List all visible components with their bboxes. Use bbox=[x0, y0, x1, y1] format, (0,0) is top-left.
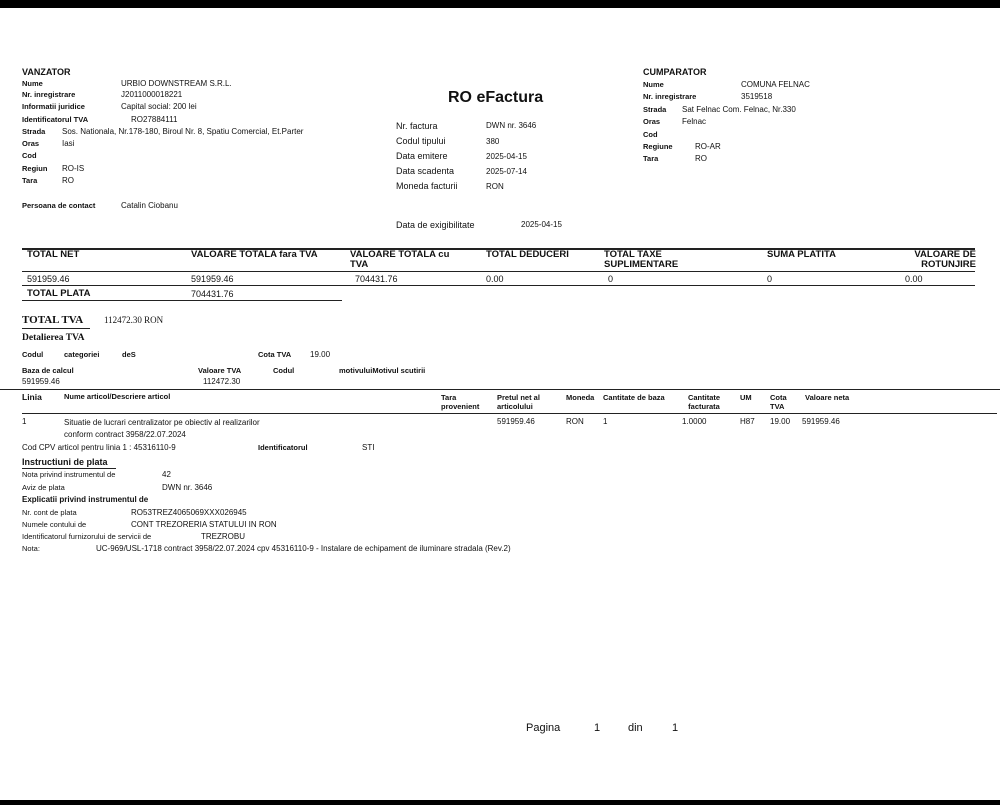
buyer-code-label: Cod bbox=[643, 130, 658, 139]
vat-rate: 19.00 bbox=[310, 350, 331, 359]
lines-h-base-qty: Cantitate de baza bbox=[603, 393, 665, 402]
seller-legal: Capital social: 200 lei bbox=[121, 102, 197, 111]
line-number: 1 bbox=[22, 417, 27, 426]
buyer-street: Sat Felnac Com. Felnac, Nr.330 bbox=[682, 105, 796, 114]
buyer-country-label: Tara bbox=[643, 154, 659, 163]
line-qty: 1.0000 bbox=[682, 417, 707, 426]
vat-value: 112472.30 bbox=[203, 377, 241, 386]
seller-name: URBIO DOWNSTREAM S.R.L. bbox=[121, 79, 232, 88]
payment-notice: DWN nr. 3646 bbox=[162, 483, 213, 492]
lines-h-name: Nume articol/Descriere articol bbox=[64, 392, 171, 401]
invoice-due-label: Data scadenta bbox=[396, 166, 455, 176]
seller-heading: VANZATOR bbox=[22, 67, 71, 77]
totals-h-paid: SUMA PLATITA bbox=[767, 249, 836, 260]
totals-with-vat: 704431.76 bbox=[355, 274, 398, 284]
buyer-street-label: Strada bbox=[643, 105, 667, 114]
vat-rate-label: Cota TVA bbox=[258, 350, 292, 359]
lines-h-currency: Moneda bbox=[566, 393, 595, 402]
line-ident: STI bbox=[362, 443, 375, 452]
payment-nota: UC-969/USL-1718 contract 3958/22.07.2024 cpv 45316110-9 - Instalare de echipament de iluminare stradala (Rev.2) bbox=[96, 544, 511, 553]
buyer-name-label: Nume bbox=[643, 80, 664, 89]
totals-rounding: 0.00 bbox=[905, 274, 923, 284]
payment-account: RO53TREZ4065069XXX026945 bbox=[131, 508, 247, 517]
totals-h-with-vat: VALOARE TOTALA cu TVA bbox=[350, 249, 450, 270]
line-desc-1: Situatie de lucrari centralizator pe obiectiv al realizarilor bbox=[64, 418, 260, 427]
payment-explain: Explicatii privind instrumentul de bbox=[22, 495, 149, 504]
payment-account-label: Nr. cont de plata bbox=[22, 508, 77, 517]
total-vat-label: TOTAL TVA bbox=[22, 314, 84, 326]
totals-h-net: TOTAL NET bbox=[27, 249, 80, 260]
invoice-issue-label: Data emitere bbox=[396, 151, 448, 161]
buyer-country: RO bbox=[695, 154, 707, 163]
vat-reason-code-label: Codul bbox=[273, 366, 295, 375]
line-desc-2: conform contract 3958/22.07.2024 bbox=[64, 430, 186, 439]
payment-provider: TREZROBU bbox=[201, 532, 245, 541]
lines-h-origin: Tara provenient bbox=[441, 393, 480, 411]
invoice-number: DWN nr. 3646 bbox=[486, 121, 537, 130]
buyer-region-label: Regiune bbox=[643, 142, 673, 151]
payment-nota-label: Nota: bbox=[22, 544, 40, 553]
seller-street-label: Strada bbox=[22, 127, 46, 136]
line-rate: 19.00 bbox=[770, 417, 791, 426]
payment-note-label: Nota privind instrumentul de bbox=[22, 470, 116, 479]
seller-country-label: Tara bbox=[22, 176, 38, 185]
line-net: 591959.46 bbox=[802, 417, 840, 426]
invoice-issue-date: 2025-04-15 bbox=[486, 152, 527, 161]
totals-h-deductions: TOTAL DEDUCERI bbox=[486, 249, 569, 260]
lines-top-rule bbox=[0, 389, 1000, 390]
seller-contact-label: Persoana de contact bbox=[22, 201, 96, 210]
vat-cat-label-3: deS bbox=[122, 350, 136, 359]
totals-h-extra: TOTAL TAXE SUPLIMENTARE bbox=[604, 249, 679, 270]
buyer-city: Felnac bbox=[682, 117, 707, 126]
seller-reg: J2011000018221 bbox=[121, 90, 183, 99]
line-ident-label: Identificatorul bbox=[258, 443, 308, 452]
seller-vat: RO27884111 bbox=[131, 115, 178, 124]
buyer-name: COMUNA FELNAC bbox=[741, 80, 810, 89]
seller-vat-label: Identificatorul TVA bbox=[22, 115, 89, 124]
total-pay-rule bbox=[22, 300, 342, 301]
totals-extra: 0 bbox=[608, 274, 614, 284]
seller-code-label: Cod bbox=[22, 151, 37, 160]
payment-heading-underline bbox=[22, 468, 116, 469]
seller-legal-label: Informatii juridice bbox=[22, 102, 85, 111]
line-base-qty: 1 bbox=[603, 417, 608, 426]
vat-base: 591959.46 bbox=[22, 377, 60, 386]
seller-region: RO-IS bbox=[62, 164, 85, 173]
lines-h-unit-price: Pretul net al articolului bbox=[497, 393, 540, 411]
totals-no-vat: 591959.46 bbox=[191, 274, 234, 284]
total-pay-label: TOTAL PLATA bbox=[27, 288, 91, 299]
invoice-number-label: Nr. factura bbox=[396, 121, 438, 131]
invoice-page bbox=[0, 8, 1000, 800]
line-currency: RON bbox=[566, 417, 584, 426]
payment-provider-label: Identificatorul furnizorului de servicii de bbox=[22, 532, 152, 541]
totals-net: 591959.46 bbox=[27, 274, 70, 284]
payment-notice-label: Aviz de plata bbox=[22, 483, 65, 492]
totals-h-rounding: VALOARE DE ROTUNJIRE bbox=[914, 249, 976, 270]
invoice-currency-label: Moneda facturii bbox=[396, 181, 458, 191]
footer-page: 1 bbox=[594, 722, 601, 734]
exigibility-label: Data de exigibilitate bbox=[396, 220, 475, 230]
seller-contact: Catalin Ciobanu bbox=[121, 201, 178, 210]
vat-reason-label: motivuluiMotivul scutirii bbox=[339, 366, 426, 375]
vat-value-label: Valoare TVA bbox=[198, 366, 242, 375]
totals-h-no-vat: VALOARE TOTALA fara TVA bbox=[191, 249, 318, 260]
invoice-currency: RON bbox=[486, 182, 504, 191]
lines-h-rate: Cota TVA bbox=[770, 393, 787, 411]
payment-account-name-label: Numele contului de bbox=[22, 520, 87, 529]
invoice-due-date: 2025-07-14 bbox=[486, 167, 527, 176]
lines-h-um: UM bbox=[740, 393, 752, 402]
seller-name-label: Nume bbox=[22, 79, 43, 88]
footer-pages: 1 bbox=[672, 722, 679, 734]
footer-of-label: din bbox=[628, 722, 643, 734]
totals-row-rule bbox=[22, 285, 975, 286]
lines-header-rule bbox=[22, 413, 997, 414]
payment-heading: Instructiuni de plata bbox=[22, 457, 108, 467]
lines-h-line: Linia bbox=[22, 392, 42, 402]
seller-street: Sos. Nationala, Nr.178-180, Biroul Nr. 8, Spatiu Comercial, Et.Parter bbox=[62, 127, 304, 136]
seller-city-label: Oras bbox=[22, 139, 40, 148]
seller-city: Iasi bbox=[62, 139, 75, 148]
lines-h-net: Valoare neta bbox=[805, 393, 850, 402]
buyer-heading: CUMPARATOR bbox=[643, 67, 707, 77]
line-um: H87 bbox=[740, 417, 755, 426]
total-vat: 112472.30 RON bbox=[104, 315, 164, 325]
line-unit-price: 591959.46 bbox=[497, 417, 535, 426]
totals-deductions: 0.00 bbox=[486, 274, 504, 284]
seller-country: RO bbox=[62, 176, 74, 185]
buyer-city-label: Oras bbox=[643, 117, 661, 126]
vat-base-label: Baza de calcul bbox=[22, 366, 74, 375]
vat-cat-label-2: categoriei bbox=[64, 350, 100, 359]
seller-reg-label: Nr. inregistrare bbox=[22, 90, 76, 99]
payment-account-name: CONT TREZORERIA STATULUI IN RON bbox=[131, 520, 277, 529]
buyer-reg-label: Nr. inregistrare bbox=[643, 92, 697, 101]
seller-region-label: Regiun bbox=[22, 164, 48, 173]
total-pay: 704431.76 bbox=[191, 289, 234, 299]
lines-h-qty: Cantitate facturata bbox=[687, 393, 721, 411]
footer-page-label: Pagina bbox=[526, 722, 561, 734]
vat-cat-label-1: Codul bbox=[22, 350, 44, 359]
total-vat-underline bbox=[22, 328, 90, 329]
invoice-title: RO eFactura bbox=[448, 89, 544, 106]
totals-header-rule bbox=[22, 271, 975, 272]
payment-note: 42 bbox=[162, 470, 171, 479]
vat-detail-heading: Detalierea TVA bbox=[22, 333, 85, 343]
exigibility-date: 2025-04-15 bbox=[521, 220, 562, 229]
totals-paid: 0 bbox=[767, 274, 773, 284]
buyer-reg: 3519518 bbox=[741, 92, 773, 101]
invoice-type-label: Codul tipului bbox=[396, 136, 446, 146]
line-cpv: Cod CPV articol pentru linia 1 : 45316110-9 bbox=[22, 443, 176, 452]
invoice-type: 380 bbox=[486, 137, 500, 146]
buyer-region: RO-AR bbox=[695, 142, 721, 151]
